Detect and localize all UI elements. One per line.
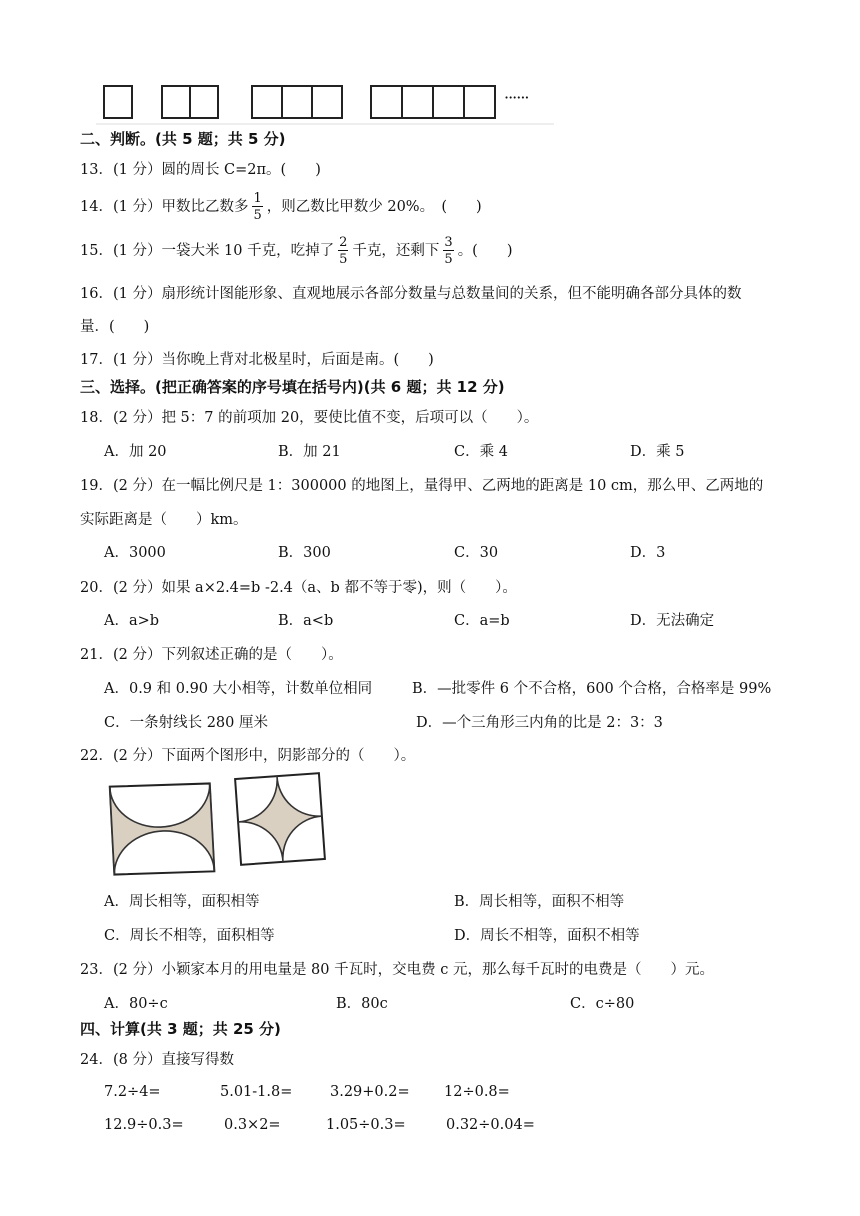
continuation-dots: ······ bbox=[504, 88, 529, 107]
question-16-line-2: 量．( ) bbox=[80, 319, 150, 335]
q22-option-d: D．周长不相等，面积不相等 bbox=[454, 928, 640, 944]
question-16-line-1: 16．(1 分）扇形统计图能形象、直观地展示各部分数量与总数量间的关系，但不能明确各部分具体的数 bbox=[80, 286, 742, 302]
question-15-part-a: 15．(1 分）一袋大米 10 千克，吃掉了 bbox=[80, 243, 335, 259]
question-19-line-1: 19．(2 分）在一幅比例尺是 1：300000 的地图上，量得甲、乙两地的距离是 10 cm，那么甲、乙两地的 bbox=[80, 478, 764, 494]
square-pattern-figure bbox=[96, 80, 566, 130]
q20-option-c: C．a=b bbox=[454, 613, 510, 629]
q19-option-a: A．3000 bbox=[104, 545, 166, 561]
q21-option-c: C．一条射线长 280 厘米 bbox=[104, 715, 268, 731]
question-21: 21．(2 分）下列叙述正确的是（ ）。 bbox=[80, 647, 343, 663]
question-17: 17．(1 分）当你晚上背对北极星时，后面是南。( ) bbox=[80, 352, 434, 368]
shaded-figure-1 bbox=[100, 774, 224, 882]
q23-option-a: A．80÷c bbox=[104, 996, 168, 1012]
q22-option-c: C．周长不相等，面积相等 bbox=[104, 928, 275, 944]
calc-item: 1.05÷0.3= bbox=[326, 1117, 406, 1133]
calc-item: 3.29+0.2= bbox=[330, 1084, 410, 1100]
question-13: 13．(1 分）圆的周长 C=2π。( ) bbox=[80, 162, 321, 178]
q18-option-c: C．乘 4 bbox=[454, 444, 508, 460]
q19-option-b: B．300 bbox=[278, 545, 331, 561]
question-15-part-b: 千克，还剩下 bbox=[352, 243, 440, 259]
q21-option-b: B．—批零件 6 个不合格，600 个合格，合格率是 99% bbox=[412, 681, 772, 697]
question-23: 23．(2 分）小颖家本月的用电量是 80 千瓦时，交电费 c 元，那么每千瓦时的电费是（ ）元。 bbox=[80, 962, 714, 978]
fraction-one-fifth: $\frac{1}{5}$ bbox=[253, 191, 262, 223]
q18-option-d: D．乘 5 bbox=[630, 444, 685, 460]
calc-item: 7.2÷4= bbox=[104, 1084, 161, 1100]
q21-option-a: A．0.9 和 0.90 大小相等，计数单位相同 bbox=[104, 681, 373, 697]
calc-item: 0.3×2= bbox=[224, 1117, 281, 1133]
q22-option-b: B．周长相等，面积不相等 bbox=[454, 894, 625, 910]
question-14-part-b: ，则乙数比甲数少 20%。 ( ) bbox=[266, 199, 482, 215]
calc-item: 0.32÷0.04= bbox=[446, 1117, 535, 1133]
section-heading-choice: 三、选择。(把正确答案的序号填在括号内)(共 6 题；共 12 分) bbox=[80, 378, 505, 396]
question-15-part-c: 。( ) bbox=[457, 243, 513, 259]
question-14 bbox=[80, 192, 482, 222]
q23-option-b: B．80c bbox=[336, 996, 388, 1012]
question-22: 22．(2 分）下面两个图形中，阴影部分的（ ）。 bbox=[80, 748, 416, 764]
q18-option-a: A．加 20 bbox=[104, 444, 167, 460]
calc-item: 12.9÷0.3= bbox=[104, 1117, 184, 1133]
q23-option-c: C．c÷80 bbox=[570, 996, 635, 1012]
question-18: 18．(2 分）把 5：7 的前项加 20，要使比值不变，后项可以（ ）。 bbox=[80, 410, 539, 426]
question-19-line-2: 实际距离是（ ）km。 bbox=[80, 512, 248, 528]
fraction-three-fifths: $\frac{3}{5}$ bbox=[444, 235, 453, 267]
q19-option-c: C．30 bbox=[454, 545, 499, 561]
question-15 bbox=[80, 236, 513, 266]
fraction-two-fifths: $\frac{2}{5}$ bbox=[339, 235, 348, 267]
calc-item: 12÷0.8= bbox=[444, 1084, 510, 1100]
section-heading-calculation: 四、计算(共 3 题；共 25 分) bbox=[80, 1020, 281, 1038]
section-heading-judgement: 二、判断。(共 5 题；共 5 分) bbox=[80, 130, 286, 148]
shaded-figure-2 bbox=[230, 766, 330, 872]
calc-item: 5.01-1.8= bbox=[220, 1084, 293, 1100]
q21-option-d: D．—个三角形三内角的比是 2：3：3 bbox=[416, 715, 663, 731]
q22-option-a: A．周长相等，面积相等 bbox=[104, 894, 260, 910]
q20-option-d: D．无法确定 bbox=[630, 613, 715, 629]
q18-option-b: B．加 21 bbox=[278, 444, 341, 460]
q19-option-d: D．3 bbox=[630, 545, 666, 561]
q20-option-a: A．a>b bbox=[104, 613, 160, 629]
question-24: 24．(8 分）直接写得数 bbox=[80, 1052, 234, 1068]
question-14-part-a: 14．(1 分）甲数比乙数多 bbox=[80, 199, 249, 215]
q20-option-b: B．a<b bbox=[278, 613, 334, 629]
question-20: 20．(2 分）如果 a×2.4=b -2.4（a、b 都不等于零)，则（ ）。 bbox=[80, 580, 517, 596]
